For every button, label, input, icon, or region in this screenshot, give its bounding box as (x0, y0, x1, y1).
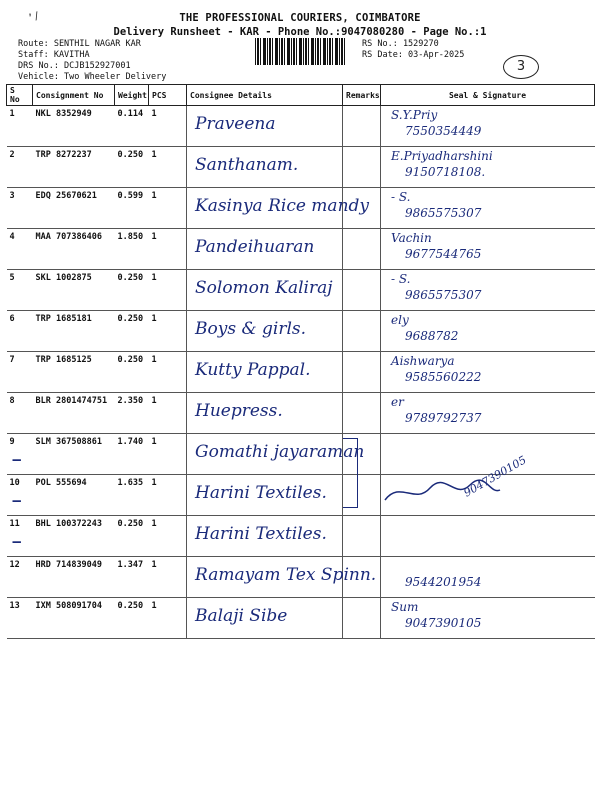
handwritten-phone: 9150718108. (405, 165, 486, 179)
handwritten-phone: 9789792737 (405, 411, 482, 425)
row-pcs: 1 (149, 106, 187, 147)
row-sno (7, 516, 33, 557)
row-weight: 0.250 (115, 598, 149, 639)
row-consignment-no: NKL 8352949 (33, 106, 115, 147)
row-seal-signature (381, 147, 595, 188)
circled-number: 3 (503, 55, 539, 79)
row-pcs: 1 (149, 270, 187, 311)
shared-signature-phone: 9047390105 (461, 453, 529, 500)
row-seal-signature (381, 229, 595, 270)
row-remarks (343, 229, 381, 270)
row-consignee-details (187, 352, 343, 393)
row-consignee-details (187, 147, 343, 188)
row-seal-signature (381, 352, 595, 393)
row-weight: 0.250 (115, 270, 149, 311)
handwritten-phone: 7550354449 (405, 124, 482, 138)
row-sno (7, 229, 33, 270)
row-weight: 0.114 (115, 106, 149, 147)
row-consignment-no: TRP 1685125 (33, 352, 115, 393)
handwritten-consignee-name: Boys & girls. (195, 319, 307, 339)
row-sno (7, 270, 33, 311)
col-weight: Weight (115, 85, 149, 106)
row-weight: 0.599 (115, 188, 149, 229)
row-remarks (343, 516, 381, 557)
handwritten-phone: 9865575307 (405, 288, 482, 302)
row-sno (7, 188, 33, 229)
row-seal-signature (381, 598, 595, 639)
row-seal-signature (381, 188, 595, 229)
route-label: Route: SENTHIL NAGAR KAR (18, 39, 141, 49)
sno-text: 8 (9, 396, 15, 406)
row-remarks (343, 598, 381, 639)
handwritten-phone: 9544201954 (405, 575, 482, 589)
row-consignment-no: HRD 714839049 (33, 557, 115, 598)
sno-text: 6 (9, 314, 15, 324)
row-seal-signature (381, 434, 595, 475)
row-seal-signature (381, 270, 595, 311)
handwritten-phone: 9688782 (405, 329, 459, 343)
handwritten-phone: 9677544765 (405, 247, 482, 261)
rs-date-label: RS Date: 03-Apr-2025 (362, 50, 465, 60)
col-consignment: Consignment No (33, 85, 115, 106)
runsheet-table (6, 84, 595, 639)
row-seal-signature (381, 311, 595, 352)
meta-right (362, 39, 464, 61)
page-subtitle: Delivery Runsheet - KAR - Phone No.:9047080280 - Page No.:1 (113, 26, 487, 38)
row-consignee-details (187, 434, 365, 475)
row-consignment-no: BHL 100372243 (33, 516, 115, 557)
row-sno (7, 106, 33, 147)
table-row (7, 516, 595, 557)
row-remarks (343, 352, 381, 393)
handwritten-signature: - S. (391, 190, 411, 204)
row-sno (7, 311, 33, 352)
row-consignee-details (187, 475, 343, 516)
row-consignment-no: MAA 707386406 (33, 229, 115, 270)
row-remarks (343, 393, 381, 434)
row-pcs: 1 (149, 598, 187, 639)
table-row (7, 393, 595, 434)
row-consignment-no: EDQ 25670621 (33, 188, 115, 229)
sno-text: 1 (9, 109, 15, 119)
handwritten-signature: E.Priyadharshini (391, 149, 493, 163)
row-pcs: 1 (149, 188, 187, 229)
row-remarks (343, 106, 381, 147)
row-weight: 1.740 (115, 434, 149, 475)
table-row (7, 311, 595, 352)
row-consignment-no: TRP 8272237 (33, 147, 115, 188)
sno-text: 11 (9, 519, 20, 529)
row-consignee-details (187, 557, 377, 598)
row-mark: — (12, 534, 21, 550)
row-mark: — (12, 493, 21, 509)
row-seal-signature (381, 516, 595, 557)
row-weight: 1.347 (115, 557, 149, 598)
row-mark: — (12, 452, 21, 468)
table-row (7, 598, 595, 639)
row-consignment-no: IXM 508091704 (33, 598, 115, 639)
col-remarks: Remarks (343, 85, 381, 106)
row-seal-signature (381, 393, 595, 434)
row-consignee-details (187, 270, 343, 311)
table-row (7, 352, 595, 393)
sno-text: 13 (9, 601, 20, 611)
handwritten-consignee-name: Harini Textiles. (195, 524, 327, 544)
row-weight: 1.635 (115, 475, 149, 516)
row-consignment-no: TRP 1685181 (33, 311, 115, 352)
row-consignment-no: SLM 367508861 (33, 434, 115, 475)
row-consignee-details (187, 598, 343, 639)
staff-label: Staff: KAVITHA (18, 50, 90, 60)
table-row (7, 557, 595, 598)
row-weight: 0.250 (115, 516, 149, 557)
row-sno (7, 147, 33, 188)
sno-text: 7 (9, 355, 15, 365)
row-pcs: 1 (149, 147, 187, 188)
handwritten-signature: ely (391, 313, 409, 327)
sno-text: 9 (9, 437, 15, 447)
handwritten-signature: - S. (391, 272, 411, 286)
col-consignee: Consignee Details (187, 85, 343, 106)
row-consignee-details (187, 106, 343, 147)
row-consignment-no: SKL 1002875 (33, 270, 115, 311)
col-pcs: PCS (149, 85, 187, 106)
handwritten-phone: 9047390105 (405, 616, 482, 630)
barcode-image (255, 38, 347, 65)
row-pcs: 1 (149, 516, 187, 557)
sno-text: 12 (9, 560, 20, 570)
grouping-bracket (343, 438, 358, 508)
table-header-row (7, 85, 595, 106)
handwritten-consignee-name: Huepress. (195, 401, 283, 421)
handwritten-signature: er (391, 395, 404, 409)
sno-text: 10 (9, 478, 20, 488)
handwritten-consignee-name: Kutty Pappal. (195, 360, 311, 380)
sno-text: 3 (9, 191, 15, 201)
row-pcs: 1 (149, 311, 187, 352)
row-pcs: 1 (149, 229, 187, 270)
handwritten-signature: Sum (391, 600, 419, 614)
row-weight: 1.850 (115, 229, 149, 270)
row-consignee-details (187, 393, 343, 434)
row-sno (7, 475, 33, 516)
handwritten-consignee-name: Solomon Kaliraj (195, 278, 333, 298)
table-row (7, 188, 595, 229)
handwritten-consignee-name: Praveena (195, 114, 276, 134)
table-row (7, 270, 595, 311)
row-pcs: 1 (149, 434, 187, 475)
row-sno (7, 434, 33, 475)
table-row (7, 229, 595, 270)
row-consignment-no: POL 555694 (33, 475, 115, 516)
col-sno: S No (7, 85, 33, 106)
row-consignee-details (187, 311, 343, 352)
row-sno (7, 393, 33, 434)
rs-no-label: RS No.: 1529270 (362, 39, 439, 49)
row-pcs: 1 (149, 475, 187, 516)
table-row (7, 106, 595, 147)
row-weight: 0.250 (115, 352, 149, 393)
row-remarks (343, 188, 381, 229)
corner-mark: ’/ (26, 10, 42, 25)
row-weight: 2.350 (115, 393, 149, 434)
handwritten-signature: Vachin (391, 231, 432, 245)
drs-label: DRS No.: DCJB152927001 (18, 61, 131, 71)
row-weight: 0.250 (115, 311, 149, 352)
row-seal-signature (381, 557, 595, 598)
handwritten-signature: Aishwarya (391, 354, 455, 368)
row-remarks (343, 311, 381, 352)
handwritten-consignee-name: Gomathi jayaraman (195, 442, 365, 462)
row-pcs: 1 (149, 393, 187, 434)
sno-text: 5 (9, 273, 15, 283)
row-remarks (343, 270, 381, 311)
meta-left (18, 39, 166, 83)
handwritten-consignee-name: Santhanam. (195, 155, 299, 175)
row-pcs: 1 (149, 352, 187, 393)
row-sno (7, 557, 33, 598)
row-seal-signature (381, 106, 595, 147)
handwritten-consignee-name: Harini Textiles. (195, 483, 327, 503)
handwritten-consignee-name: Pandeihuaran (195, 237, 315, 257)
handwritten-consignee-name: Kasinya Rice mandy (195, 196, 370, 216)
row-sno (7, 598, 33, 639)
sno-text: 2 (9, 150, 15, 160)
sno-text: 4 (9, 232, 15, 242)
handwritten-consignee-name: Balaji Sibe (195, 606, 288, 626)
handwritten-phone: 9585560222 (405, 370, 482, 384)
vehicle-label: Vehicle: Two Wheeler Delivery (18, 72, 167, 82)
handwritten-signature: S.Y.Priy (391, 108, 438, 122)
row-weight: 0.250 (115, 147, 149, 188)
table-row (7, 147, 595, 188)
row-remarks (343, 557, 381, 598)
row-consignee-details (187, 516, 343, 557)
handwritten-phone: 9865575307 (405, 206, 482, 220)
row-consignee-details (187, 188, 370, 229)
row-consignment-no: BLR 2801474751 (33, 393, 115, 434)
row-remarks (343, 147, 381, 188)
row-consignee-details (187, 229, 343, 270)
row-sno (7, 352, 33, 393)
col-signature: Seal & Signature (381, 85, 595, 106)
page-title: THE PROFESSIONAL COURIERS, COIMBATORE (179, 12, 421, 24)
row-pcs: 1 (149, 557, 187, 598)
handwritten-consignee-name: Ramayam Tex Spinn. (195, 565, 377, 585)
